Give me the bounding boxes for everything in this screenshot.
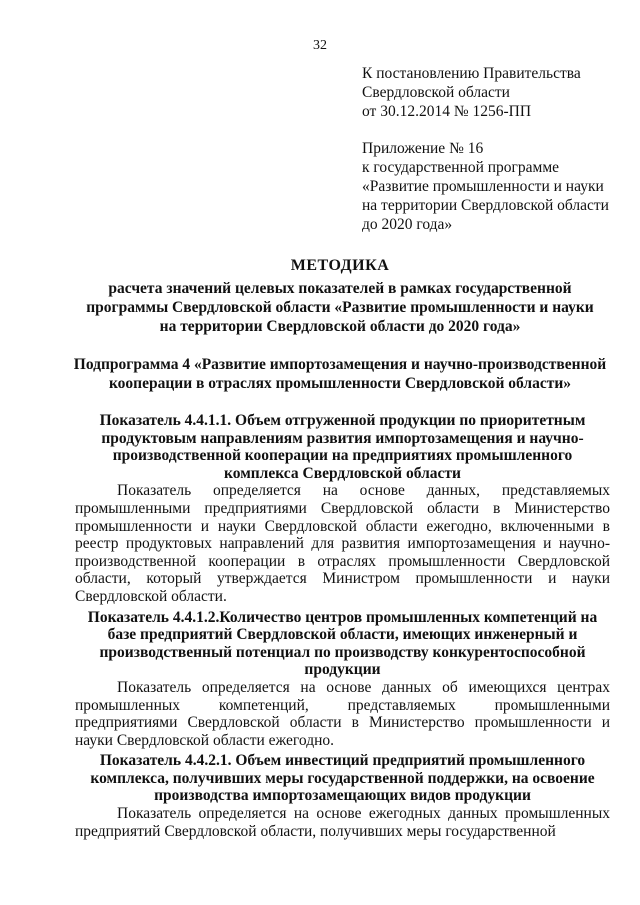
indicator-heading: Показатель 4.4.1.2.Количество центров промышленных компетенций на базе предприятий Свердловской области, имеющих инженерный и производственный потенциал по производству конкурентоспособной продукции xyxy=(87,608,598,679)
subtitle-line: на территории Свердловской области до 2020 года» xyxy=(159,318,521,335)
appendix-line: «Развитие промышленности и науки xyxy=(362,178,604,195)
appendix-line: на территории Свердловской области xyxy=(362,197,609,214)
appendix-line: до 2020 года» xyxy=(362,216,453,233)
approval-line: К постановлению Правительства xyxy=(362,65,581,82)
indicator-text: Показатель определяется на основе данных, представляемых промышленными предприятиями Свердловской области в Министерство промышленности и науки Свердловской области ежегодно, включенными в реестр продуктовых направлений для развития импортозамещения и научно-производственной кооперации в отраслях промышленности Свердловской области, который утверждается Министром промышленности и науки Свердловской области. xyxy=(75,482,610,605)
document-title: МЕТОДИКА xyxy=(290,257,390,274)
approval-reference xyxy=(362,64,632,121)
indicators-section xyxy=(75,412,610,840)
subprogram-line: кооперации в отраслях промышленности Свердловской области» xyxy=(108,375,572,392)
indicator-text: Показатель определяется на основе данных об имеющихся центрах промышленных компетенций, представляемых промышленными предприятиями Свердловской области в Министерство промышленности и науки Свердловской области ежегодно. xyxy=(75,678,610,749)
approval-line: Свердловской области xyxy=(362,84,510,101)
subprogram-heading xyxy=(70,355,610,393)
page-number: 32 xyxy=(313,38,327,53)
approval-line: от 30.12.2014 № 1256-ПП xyxy=(362,103,532,120)
document-title-block xyxy=(70,257,610,336)
document-subtitle xyxy=(70,279,610,336)
subprogram-line: Подпрограмма 4 «Развитие импортозамещения и научно-производственной xyxy=(73,356,607,373)
appendix-reference xyxy=(362,139,632,234)
indicator-heading: Показатель 4.4.1.1. Объем отгруженной продукции по приоритетным продуктовым направлениям развития импортозамещения и научно-производственной кооперации на предприятиях промышленного комплекса Свердловской области xyxy=(99,412,586,482)
subtitle-line: программы Свердловской области «Развитие промышленности и науки xyxy=(86,299,594,316)
indicator-text: Показатель определяется на основе ежегодных данных промышленных предприятий Свердловской области, получивших меры государственной xyxy=(75,805,610,840)
indicator-heading: Показатель 4.4.2.1. Объем инвестиций предприятий промышленного комплекса, получивших меры государственной поддержки, на освоение производства импортозамещающих видов продукции xyxy=(90,752,595,805)
appendix-line: к государственной программе xyxy=(362,159,560,176)
subtitle-line: расчета значений целевых показателей в рамках государственной xyxy=(108,280,572,297)
appendix-line: Приложение № 16 xyxy=(362,140,484,157)
